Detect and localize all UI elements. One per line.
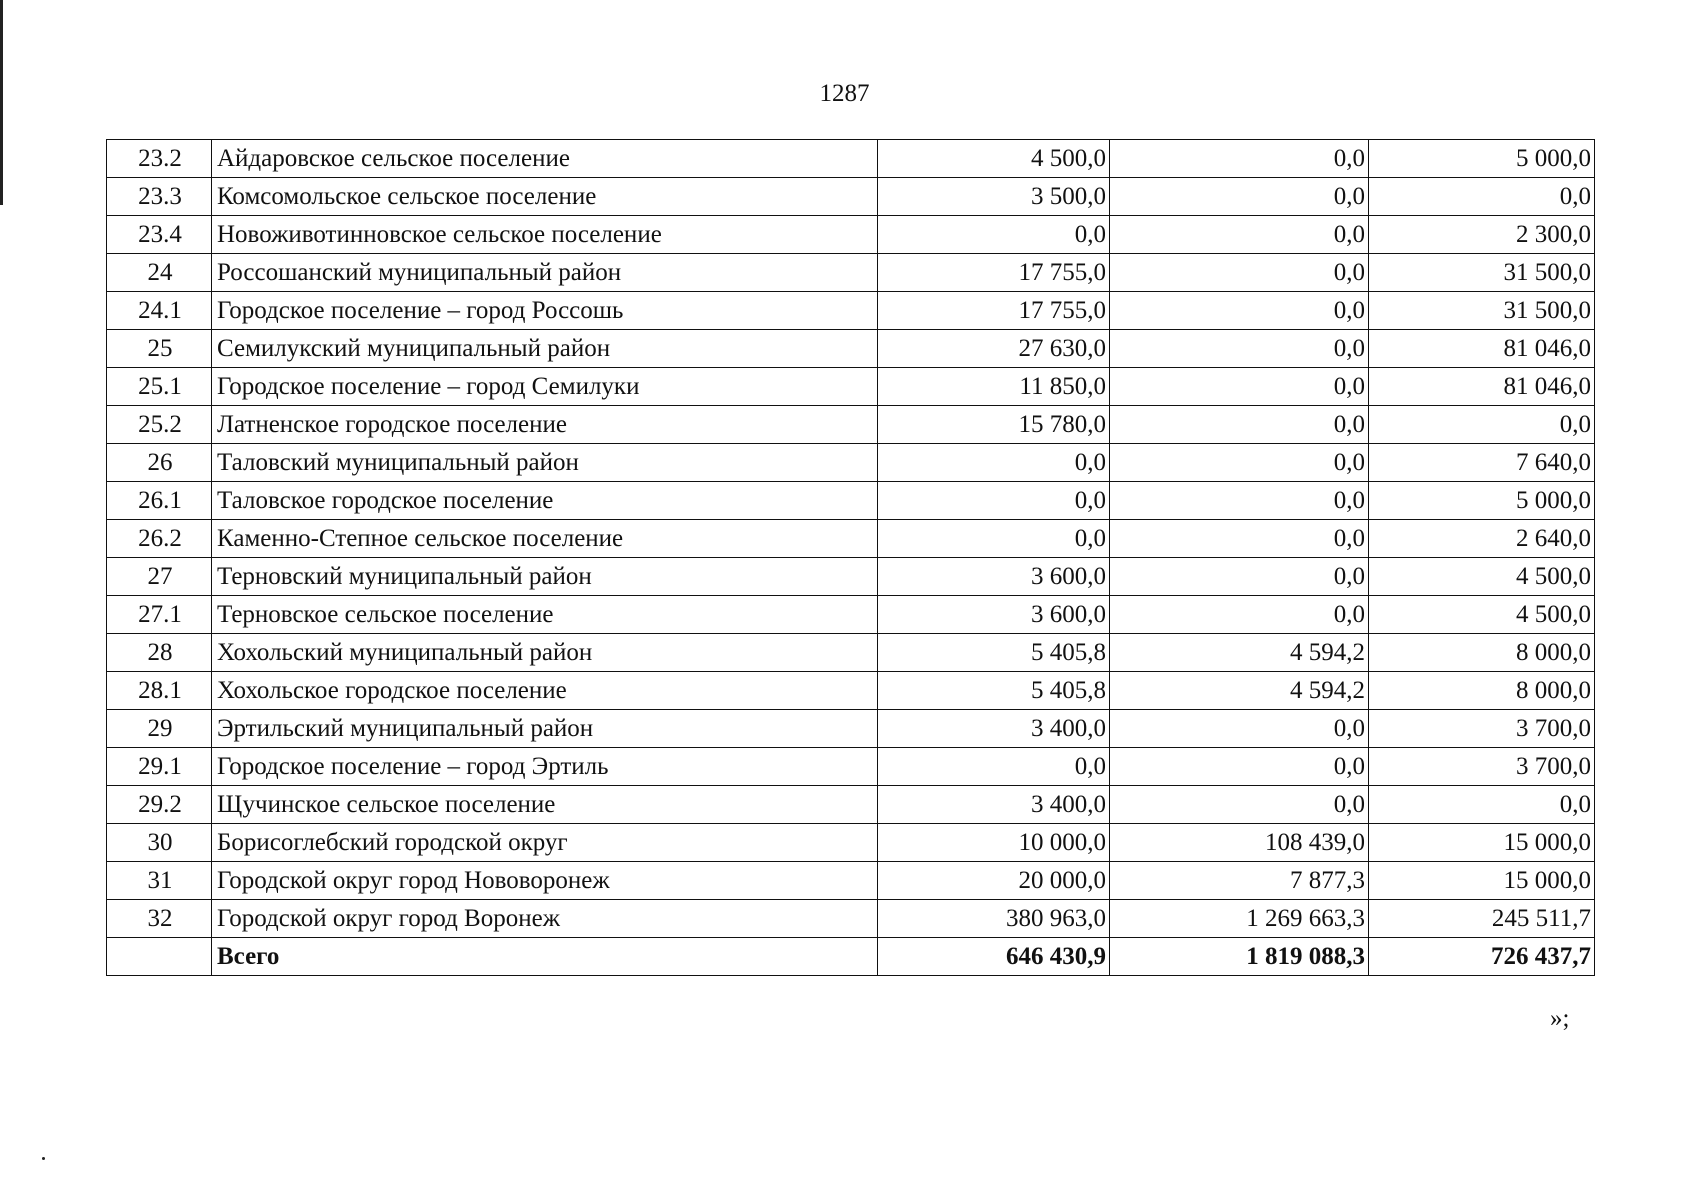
- municipality-name: Эртильский муниципальный район: [212, 710, 878, 748]
- amount-column-2: 0,0: [1110, 216, 1369, 254]
- amount-column-1: 20 000,0: [878, 862, 1110, 900]
- amount-column-2: 4 594,2: [1110, 634, 1369, 672]
- amount-column-2: 0,0: [1110, 254, 1369, 292]
- amount-column-3: 3 700,0: [1369, 710, 1595, 748]
- row-number: 23.2: [107, 140, 212, 178]
- row-number: 24.1: [107, 292, 212, 330]
- amount-column-1: 15 780,0: [878, 406, 1110, 444]
- municipality-name: Айдаровское сельское поселение: [212, 140, 878, 178]
- amount-column-3: 5 000,0: [1369, 140, 1595, 178]
- table-row: [107, 672, 1595, 710]
- row-number: 26.1: [107, 482, 212, 520]
- table-row: [107, 406, 1595, 444]
- table-row: [107, 216, 1595, 254]
- table-row: [107, 596, 1595, 634]
- row-number: 25.2: [107, 406, 212, 444]
- amount-column-1: 17 755,0: [878, 292, 1110, 330]
- amount-column-1: 3 600,0: [878, 596, 1110, 634]
- amount-column-3: 15 000,0: [1369, 862, 1595, 900]
- amount-column-1: 3 400,0: [878, 786, 1110, 824]
- row-number: 30: [107, 824, 212, 862]
- row-number: 25: [107, 330, 212, 368]
- amount-column-1: 27 630,0: [878, 330, 1110, 368]
- total-amount-column-3: 726 437,7: [1369, 938, 1595, 976]
- row-number: 28.1: [107, 672, 212, 710]
- table-row: [107, 748, 1595, 786]
- amount-column-2: 0,0: [1110, 558, 1369, 596]
- municipality-name: Городской округ город Нововоронеж: [212, 862, 878, 900]
- table-row: [107, 786, 1595, 824]
- amount-column-2: 0,0: [1110, 520, 1369, 558]
- municipality-name: Комсомольское сельское поселение: [212, 178, 878, 216]
- amount-column-1: 0,0: [878, 444, 1110, 482]
- amount-column-3: 8 000,0: [1369, 672, 1595, 710]
- amount-column-1: 5 405,8: [878, 672, 1110, 710]
- row-number: 23.3: [107, 178, 212, 216]
- amount-column-2: 0,0: [1110, 178, 1369, 216]
- closing-quote-mark: »;: [1550, 1005, 1570, 1032]
- table-row: [107, 330, 1595, 368]
- amount-column-2: 0,0: [1110, 292, 1369, 330]
- table-row: [107, 520, 1595, 558]
- amount-column-2: 0,0: [1110, 596, 1369, 634]
- amount-column-3: 81 046,0: [1369, 368, 1595, 406]
- municipality-name: Таловское городское поселение: [212, 482, 878, 520]
- municipality-name: Новоживотинновское сельское поселение: [212, 216, 878, 254]
- total-row: [107, 938, 1595, 976]
- amount-column-2: 108 439,0: [1110, 824, 1369, 862]
- table-row: [107, 178, 1595, 216]
- amount-column-1: 3 400,0: [878, 710, 1110, 748]
- row-number: 27.1: [107, 596, 212, 634]
- amount-column-3: 0,0: [1369, 406, 1595, 444]
- amount-column-3: 81 046,0: [1369, 330, 1595, 368]
- amount-column-1: 4 500,0: [878, 140, 1110, 178]
- amount-column-1: 0,0: [878, 520, 1110, 558]
- municipality-name: Таловский муниципальный район: [212, 444, 878, 482]
- page-number: 1287: [819, 80, 870, 107]
- amount-column-3: 0,0: [1369, 178, 1595, 216]
- amount-column-2: 1 269 663,3: [1110, 900, 1369, 938]
- amount-column-2: 4 594,2: [1110, 672, 1369, 710]
- amount-column-3: 0,0: [1369, 786, 1595, 824]
- amount-column-2: 0,0: [1110, 368, 1369, 406]
- table-row: [107, 292, 1595, 330]
- amount-column-2: 0,0: [1110, 710, 1369, 748]
- row-number: 23.4: [107, 216, 212, 254]
- row-number: 25.1: [107, 368, 212, 406]
- amount-column-3: 2 300,0: [1369, 216, 1595, 254]
- amount-column-1: 10 000,0: [878, 824, 1110, 862]
- municipality-name: Латненское городское поселение: [212, 406, 878, 444]
- table-row: [107, 558, 1595, 596]
- amount-column-3: 31 500,0: [1369, 254, 1595, 292]
- table-row: [107, 862, 1595, 900]
- total-row-number: [107, 938, 212, 976]
- municipality-name: Семилукский муниципальный район: [212, 330, 878, 368]
- municipality-name: Терновское сельское поселение: [212, 596, 878, 634]
- municipality-name: Городское поселение – город Россошь: [212, 292, 878, 330]
- municipality-name: Терновский муниципальный район: [212, 558, 878, 596]
- table-body: [107, 140, 1595, 976]
- amount-column-1: 17 755,0: [878, 254, 1110, 292]
- amount-column-2: 0,0: [1110, 786, 1369, 824]
- municipality-name: Борисоглебский городской округ: [212, 824, 878, 862]
- municipality-name: Хохольское городское поселение: [212, 672, 878, 710]
- amount-column-3: 3 700,0: [1369, 748, 1595, 786]
- row-number: 32: [107, 900, 212, 938]
- total-municipality-name: Всего: [212, 938, 878, 976]
- municipality-name: Городской округ город Воронеж: [212, 900, 878, 938]
- row-number: 26: [107, 444, 212, 482]
- municipality-name: Россошанский муниципальный район: [212, 254, 878, 292]
- municipality-name: Городское поселение – город Семилуки: [212, 368, 878, 406]
- table-row: [107, 710, 1595, 748]
- table-row: [107, 634, 1595, 672]
- amount-column-2: 7 877,3: [1110, 862, 1369, 900]
- total-amount-column-1: 646 430,9: [878, 938, 1110, 976]
- amount-column-2: 0,0: [1110, 748, 1369, 786]
- amount-column-2: 0,0: [1110, 406, 1369, 444]
- budget-table: [106, 139, 1595, 976]
- amount-column-3: 8 000,0: [1369, 634, 1595, 672]
- table-row: [107, 900, 1595, 938]
- amount-column-3: 4 500,0: [1369, 558, 1595, 596]
- amount-column-3: 5 000,0: [1369, 482, 1595, 520]
- amount-column-2: 0,0: [1110, 330, 1369, 368]
- amount-column-1: 0,0: [878, 482, 1110, 520]
- amount-column-1: 11 850,0: [878, 368, 1110, 406]
- row-number: 29.1: [107, 748, 212, 786]
- table-row: [107, 140, 1595, 178]
- municipality-name: Городское поселение – город Эртиль: [212, 748, 878, 786]
- amount-column-3: 4 500,0: [1369, 596, 1595, 634]
- amount-column-1: 3 500,0: [878, 178, 1110, 216]
- municipality-name: Щучинское сельское поселение: [212, 786, 878, 824]
- municipality-name: Хохольский муниципальный район: [212, 634, 878, 672]
- amount-column-3: 7 640,0: [1369, 444, 1595, 482]
- amount-column-3: 2 640,0: [1369, 520, 1595, 558]
- table-row: [107, 482, 1595, 520]
- table-row: [107, 444, 1595, 482]
- amount-column-2: 0,0: [1110, 140, 1369, 178]
- amount-column-1: 0,0: [878, 748, 1110, 786]
- table-row: [107, 824, 1595, 862]
- amount-column-2: 0,0: [1110, 444, 1369, 482]
- row-number: 26.2: [107, 520, 212, 558]
- total-amount-column-2: 1 819 088,3: [1110, 938, 1369, 976]
- row-number: 24: [107, 254, 212, 292]
- row-number: 31: [107, 862, 212, 900]
- row-number: 27: [107, 558, 212, 596]
- scan-speck: [42, 1157, 45, 1160]
- amount-column-3: 31 500,0: [1369, 292, 1595, 330]
- amount-column-1: 3 600,0: [878, 558, 1110, 596]
- amount-column-1: 0,0: [878, 216, 1110, 254]
- amount-column-3: 245 511,7: [1369, 900, 1595, 938]
- row-number: 29.2: [107, 786, 212, 824]
- row-number: 29: [107, 710, 212, 748]
- municipality-name: Каменно-Степное сельское поселение: [212, 520, 878, 558]
- table-row: [107, 368, 1595, 406]
- amount-column-3: 15 000,0: [1369, 824, 1595, 862]
- table-row: [107, 254, 1595, 292]
- amount-column-1: 380 963,0: [878, 900, 1110, 938]
- amount-column-2: 0,0: [1110, 482, 1369, 520]
- amount-column-1: 5 405,8: [878, 634, 1110, 672]
- row-number: 28: [107, 634, 212, 672]
